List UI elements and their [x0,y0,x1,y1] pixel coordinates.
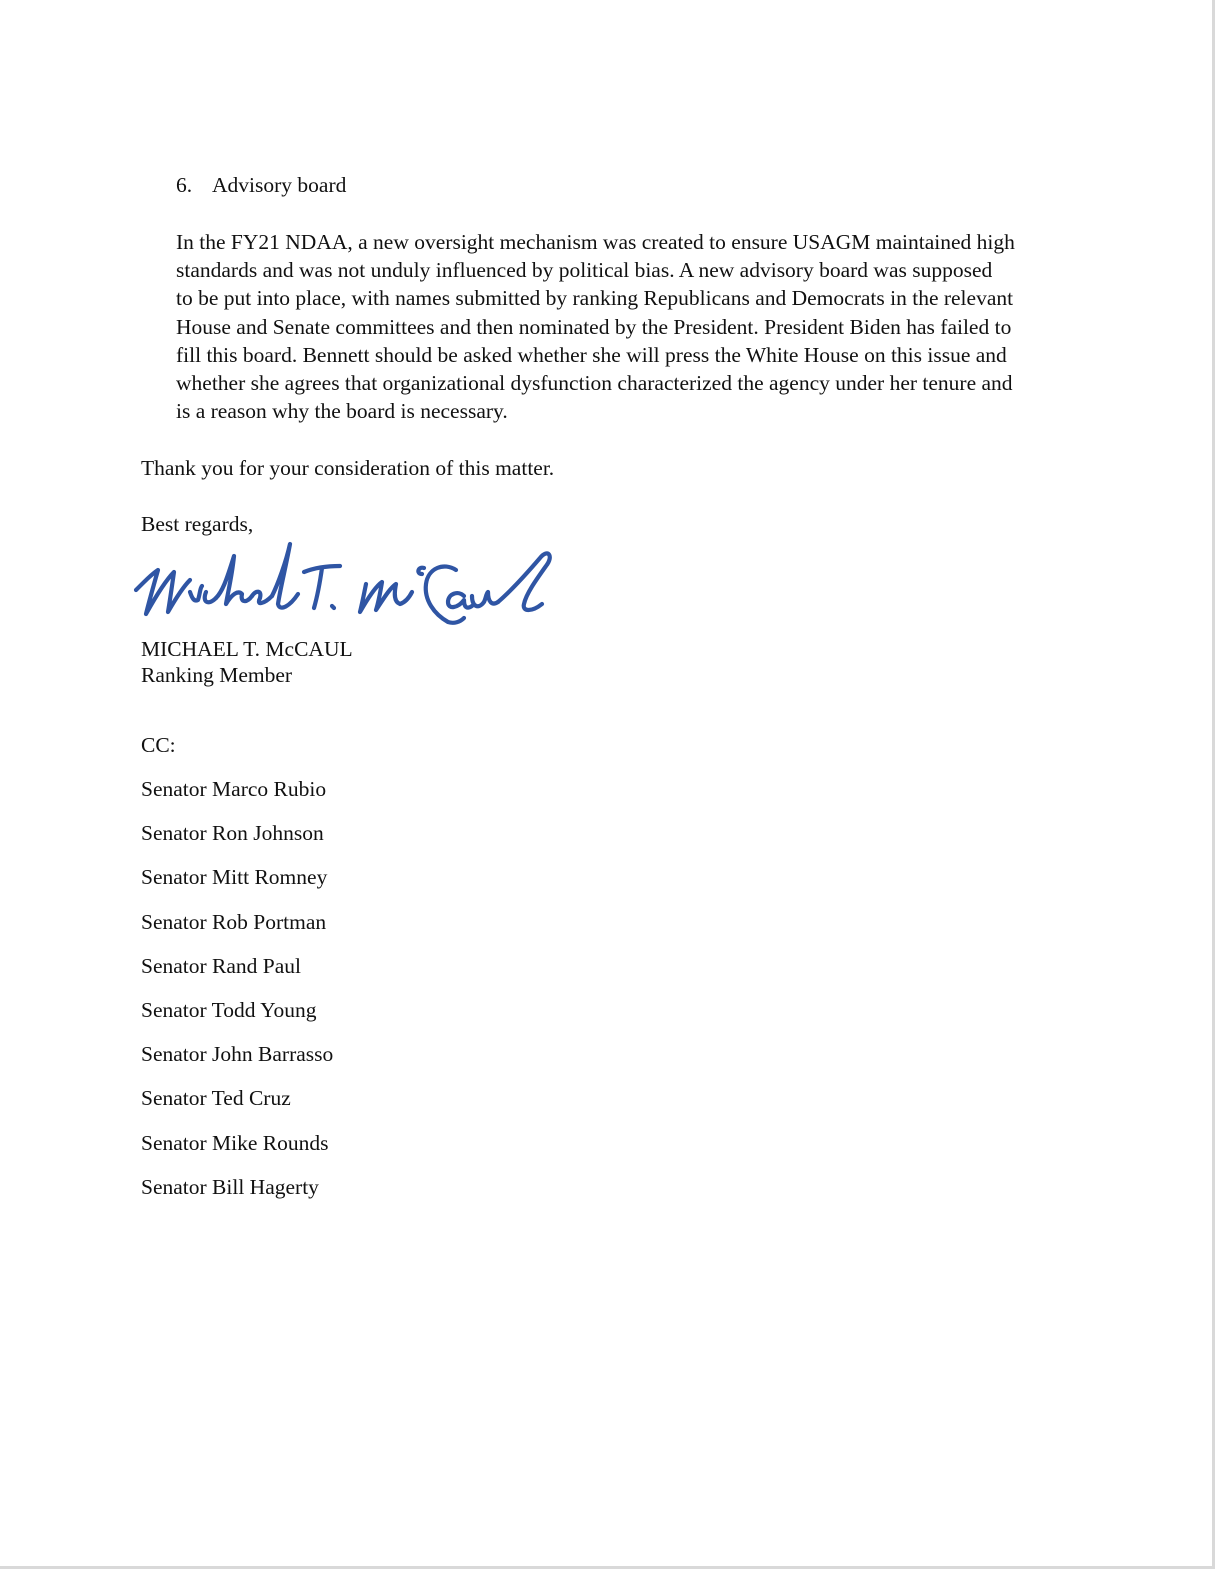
section-heading [176,171,346,199]
cc-recipient: Senator Mike Rounds [141,1130,329,1155]
paragraph-line: In the FY21 NDAA, a new oversight mechanism was created to ensure USAGM maintained high [176,230,1015,254]
paragraph-line: fill this board. Bennett should be asked whether she will press the White House on this issue and [176,342,1007,367]
cc-recipient: Senator Rob Portman [141,909,327,934]
cc-recipient: Senator Mitt Romney [141,865,328,890]
signer-name: MICHAEL T. McCAUL [141,637,353,661]
paragraph-line: to be put into place, with names submitted by ranking Republicans and Democrats in the relevant [176,286,1014,311]
section-title: Advisory board [212,173,347,197]
advisory-board-paragraph [176,228,1076,425]
cc-recipient: Senator Rand Paul [141,953,302,978]
cc-label: CC: [141,733,176,757]
paragraph-line: House and Senate committees and then nominated by the President. President Biden has failed to [176,314,1012,339]
closing-sentence: Thank you for your consideration of this matter. [141,456,555,480]
regards-line: Best regards, [141,512,254,536]
cc-recipient: Senator Ron Johnson [141,821,324,846]
cc-recipient: Senator Marco Rubio [141,777,327,801]
cc-recipient: Senator Bill Hagerty [141,1174,319,1199]
cc-recipient: Senator Todd Young [141,997,317,1022]
paragraph-line: is a reason why the board is necessary. [176,399,508,424]
paragraph-line: standards and was not unduly influenced by political bias. A new advisory board was supposed [176,258,993,283]
paragraph-line: whether she agrees that organizational dysfunction characterized the agency under her tenure and [176,371,1013,396]
section-number: 6. [176,173,193,197]
cc-recipient: Senator Ted Cruz [141,1086,291,1111]
cc-recipient: Senator John Barrasso [141,1042,334,1067]
signer-title: Ranking Member [141,663,293,687]
cc-recipient-list [141,775,333,1217]
handwritten-signature [128,532,568,632]
